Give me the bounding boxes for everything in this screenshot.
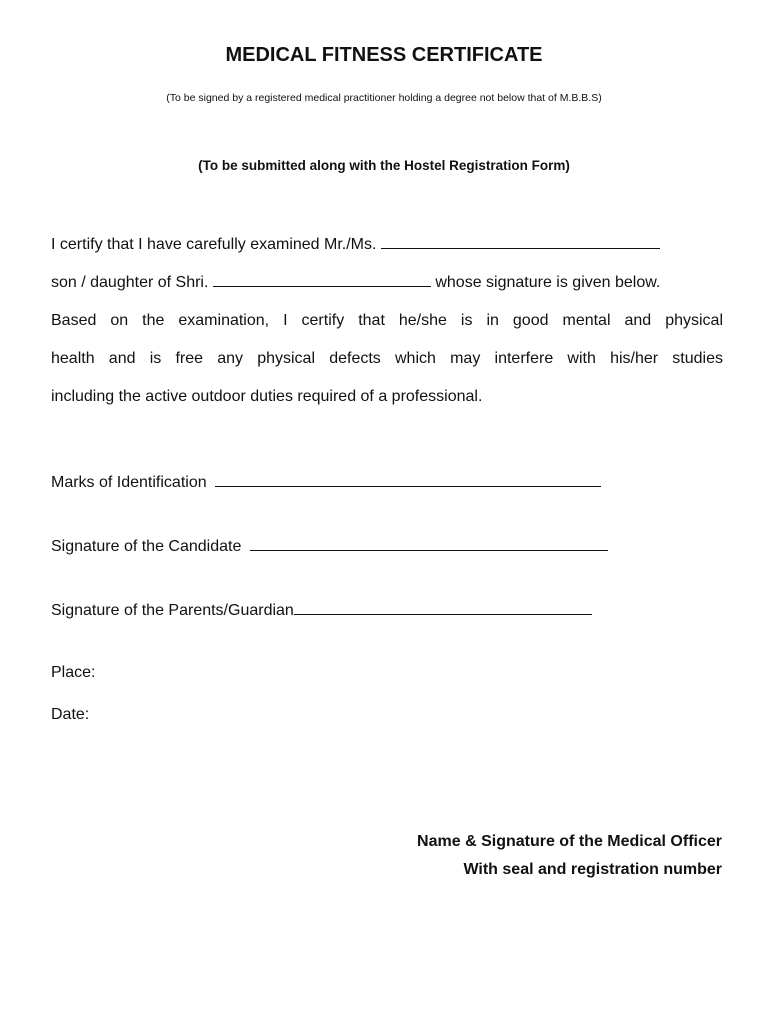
marks-label: Marks of Identification (51, 474, 207, 491)
parent-signature-label: Signature of the Parents/Guardian (51, 602, 294, 619)
certify-line-1 (51, 226, 723, 264)
submission-note: (To be submitted along with the Hostel Registration Form) (198, 158, 570, 173)
candidate-signature-label: Signature of the Candidate (51, 538, 242, 555)
officer-seal-registration: With seal and registration number (463, 861, 722, 878)
certification-paragraph (51, 226, 723, 416)
certify-line-4: health and is free any physical defects which may interfere with his/her studies (51, 350, 723, 367)
date-field (51, 706, 89, 724)
marks-blank[interactable] (215, 472, 601, 487)
place-label: Place: (51, 664, 96, 681)
candidate-signature-field (51, 536, 608, 556)
certify-line-3: Based on the examination, I certify that he/she is in good mental and physical (51, 312, 723, 329)
medical-officer-block (417, 828, 722, 884)
parent-signature-blank[interactable] (294, 600, 592, 615)
certify-line-2-suffix: whose signature is given below. (435, 274, 661, 291)
certify-line-2-prefix: son / daughter of Shri. (51, 274, 209, 291)
marks-of-identification-field (51, 472, 601, 492)
date-label: Date: (51, 706, 90, 723)
document-subtitle: (To be signed by a registered medical practitioner holding a degree not below that of M.B.B.S) (166, 92, 602, 104)
place-field (51, 664, 95, 682)
officer-name-signature: Name & Signature of the Medical Officer (417, 833, 722, 850)
candidate-signature-blank[interactable] (250, 536, 608, 551)
examined-name-blank[interactable] (381, 234, 660, 249)
document-title: MEDICAL FITNESS CERTIFICATE (225, 44, 543, 66)
parent-signature-field (51, 600, 592, 620)
certify-line-5: including the active outdoor duties required of a professional. (51, 388, 483, 405)
father-name-blank[interactable] (213, 272, 431, 287)
certify-line-2 (51, 264, 723, 302)
certify-line-1-text: I certify that I have carefully examined Mr./Ms. (51, 236, 377, 253)
